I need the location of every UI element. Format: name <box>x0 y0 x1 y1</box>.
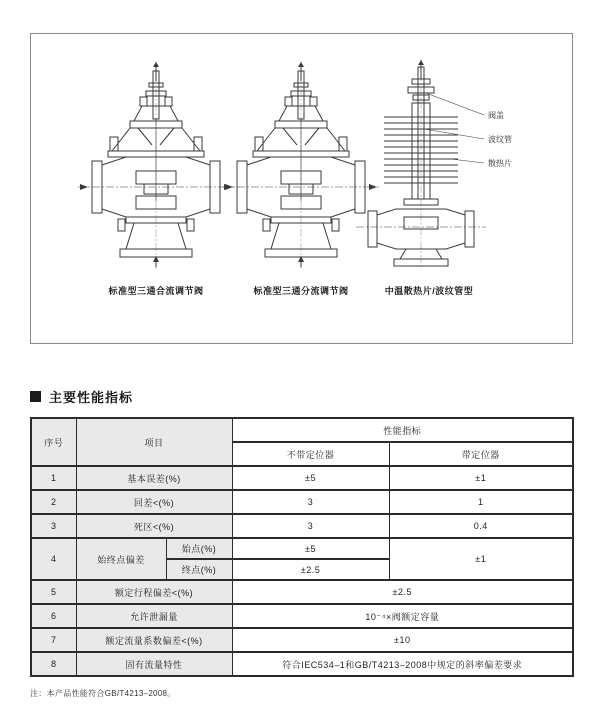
cell-merged-value: 符合IEC534–1和GB/T4213–2008中规定的斜率偏差要求 <box>232 652 573 676</box>
valve-drawing-converging <box>76 61 236 271</box>
cell-item: 额定流量系数偏差<(%) <box>76 628 232 652</box>
table-row <box>31 604 573 628</box>
cell-with: 1 <box>389 490 573 514</box>
cell-no: 5 <box>31 580 76 604</box>
cell-subitem-end: 终点(%) <box>166 559 232 580</box>
header-no: 序号 <box>31 418 76 466</box>
cell-without: ±5 <box>232 466 389 490</box>
cell-item: 始终点偏差 <box>76 538 166 580</box>
cell-item: 基本误差(%) <box>76 466 232 490</box>
cell-item: 回差<(%) <box>76 490 232 514</box>
valve-caption-converging: 标准型三通合流调节阀 <box>108 286 204 296</box>
cell-no: 6 <box>31 604 76 628</box>
cell-without: 3 <box>232 514 389 538</box>
cell-without: ±5 <box>232 538 389 559</box>
cell-item: 固有流量特性 <box>76 652 232 676</box>
table-row <box>31 628 573 652</box>
cell-without: ±2.5 <box>232 559 389 580</box>
cell-merged-value: 10⁻⁴×阀额定容量 <box>232 604 573 628</box>
square-bullet-icon <box>30 391 41 402</box>
table-row <box>31 580 573 604</box>
header-without-positioner: 不带定位器 <box>232 442 389 466</box>
cell-no: 1 <box>31 466 76 490</box>
foot-note: 注：本产品性能符合GB/T4213–2008。 <box>30 689 176 698</box>
section-header <box>30 387 133 406</box>
table-row <box>31 652 573 676</box>
cell-with: ±1 <box>389 466 573 490</box>
valve-figure-panel <box>30 33 573 344</box>
label-bellows: 波纹管 <box>488 135 512 144</box>
cell-no: 8 <box>31 652 76 676</box>
header-perf: 性能指标 <box>232 418 573 442</box>
valve-drawing-bellows <box>356 59 571 271</box>
header-with-positioner: 带定位器 <box>389 442 573 466</box>
table-row <box>31 538 573 559</box>
cell-no: 4 <box>31 538 76 580</box>
performance-table <box>30 417 574 677</box>
cell-without: 3 <box>232 490 389 514</box>
cell-merged-value: ±2.5 <box>232 580 573 604</box>
label-heat-fins: 散热片 <box>488 159 512 168</box>
cell-item: 允许泄漏量 <box>76 604 232 628</box>
cell-subitem-start: 始点(%) <box>166 538 232 559</box>
valve-caption-bellows: 中温散热片/波纹管型 <box>384 286 474 296</box>
cell-with: ±1 <box>389 538 573 580</box>
label-bonnet: 阀盖 <box>488 111 504 120</box>
valve-caption-diverging: 标准型三通分流调节阀 <box>253 286 349 296</box>
cell-item: 额定行程偏差<(%) <box>76 580 232 604</box>
cell-no: 7 <box>31 628 76 652</box>
cell-with: 0.4 <box>389 514 573 538</box>
table-row <box>31 490 573 514</box>
cell-merged-value: ±10 <box>232 628 573 652</box>
table-row <box>31 466 573 490</box>
cell-no: 3 <box>31 514 76 538</box>
cell-no: 2 <box>31 490 76 514</box>
section-title: 主要性能指标 <box>49 390 134 405</box>
table-header-row-1 <box>31 418 573 442</box>
header-item: 项目 <box>76 418 232 466</box>
cell-item: 死区<(%) <box>76 514 232 538</box>
table-row <box>31 514 573 538</box>
